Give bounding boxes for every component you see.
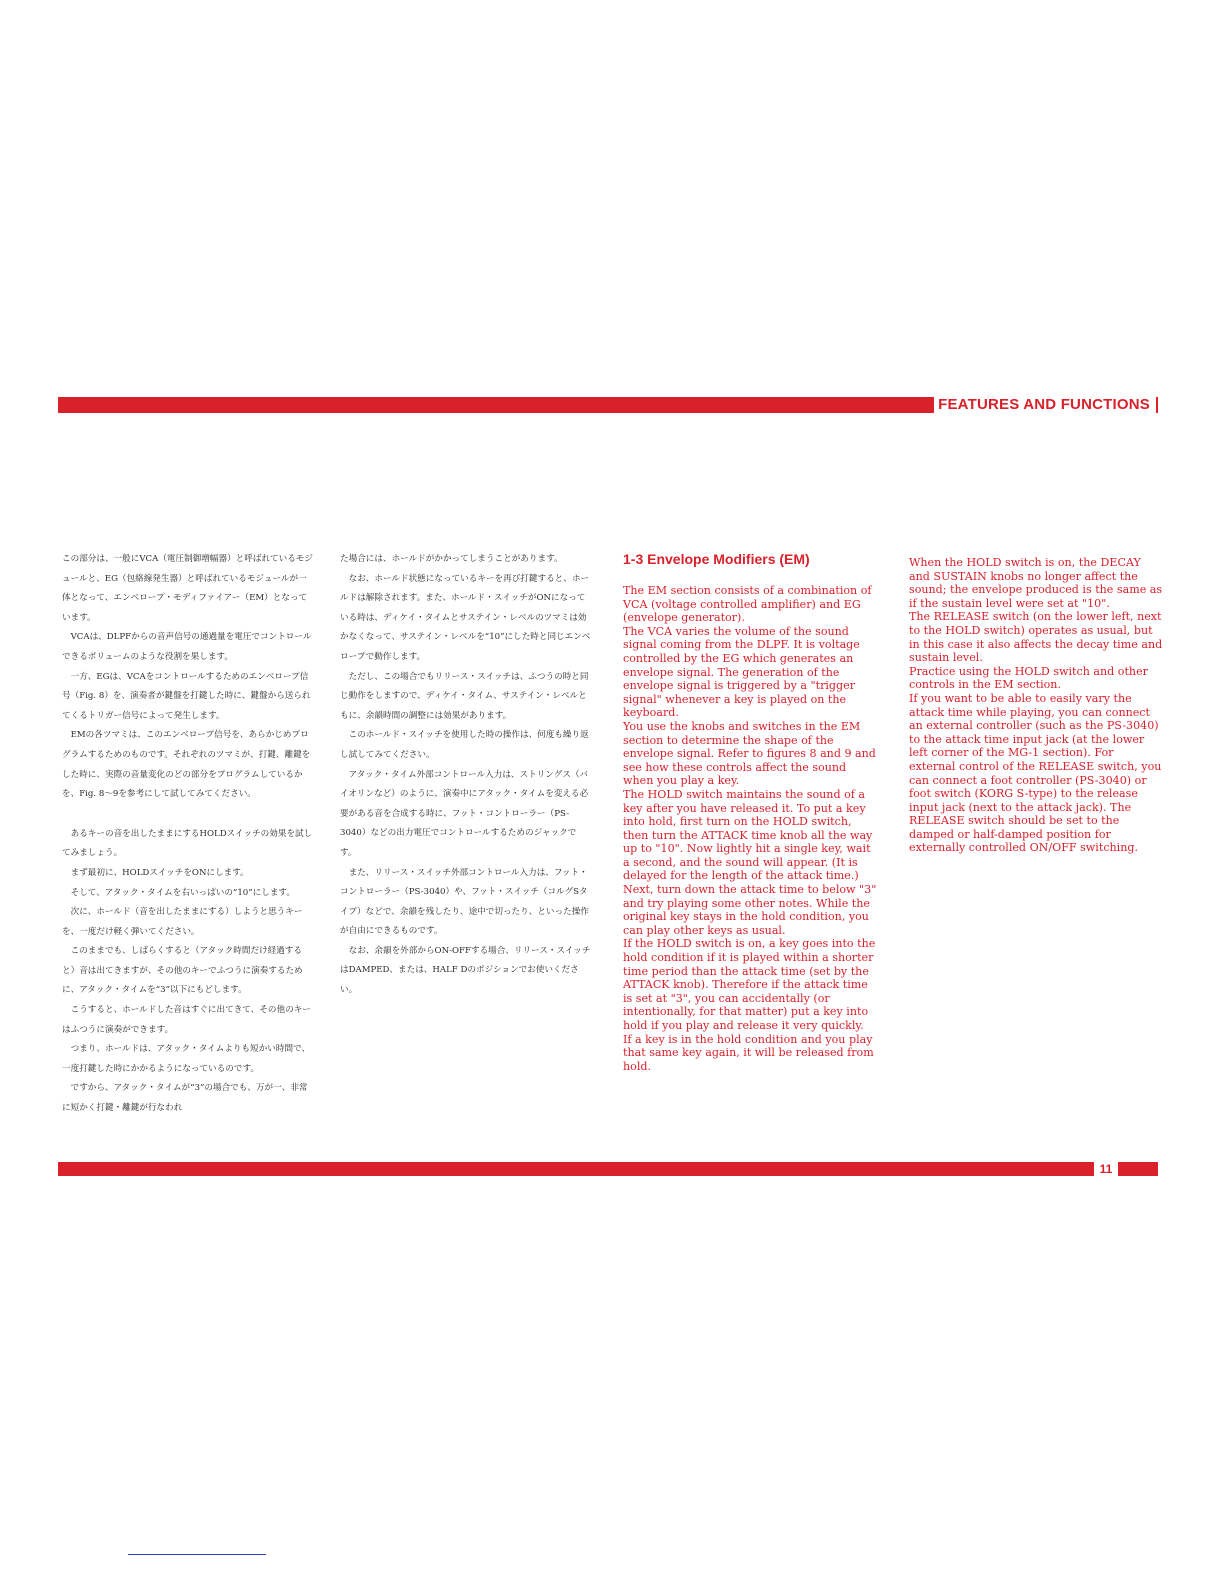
jp-paragraph: 一方、EGは、VCAをコントロールするためのエンベロープ信号（Fig. 8）を、演奏者が鍵盤を打鍵した時に、鍵盤から送られてくるトリガー信号によって発生します。 [62,671,311,721]
jp-paragraph: あるキーの音を出したままにするHOLDスイッチの効果を試してみましょう。 [62,828,313,859]
jp-paragraph: まず最初に、HOLDスイッチをONにします。 [70,867,249,878]
jp-paragraph: この部分は、一般にVCA（電圧制御増幅器）と呼ばれているモジュールと、EG（包絡線発生器）と呼ばれているモジュールが一体となって、エンベロープ・モディファイアー（EM）となっています。 [62,554,314,623]
en-paragraph: The RELEASE switch (on the lower left, next to the HOLD switch) operates as usual, but in this case it also affects the decay time and sustain level. [909,610,1163,665]
en-paragraph: Practice using the HOLD switch and other controls in the EM section. [909,664,1148,692]
en-paragraph: You use the knobs and switches in the EM section to determine the shape of the envelope signal. Refer to figures 8 and 9 and see how these controls affect the sound when you play a key. [623,719,876,788]
page-number: 11 [1094,1162,1118,1176]
en-paragraph: If the HOLD switch is on, a key goes into the hold condition if it is played within a shorter time period than the attack time (set by the ATTACK knob). Therefore if the attack time is set at "3", you can accidentally (or intentionally, for that matter) put a key into hold if you play and release it very quickly. [623,937,876,1032]
jp-paragraph: ですから、アタック・タイムが“3”の場合でも、万が一、非常に短かく打鍵・離鍵が行なわれ [62,1083,308,1114]
jp-paragraph: こうすると、ホールドした音はすぐに出てきて、その他のキーはふつうに演奏ができます。 [62,1005,311,1035]
jp-paragraph: EMの各ツマミは、このエンベロープ信号を、あらかじめプログラムするためのものです。それぞれのツマミが、打鍵、離鍵をした時に、実際の音量変化のどの部分をプログラムしているかを、Fig. 8～9を参考にして試してみてください。 [62,730,311,800]
jp-paragraph: このホールド・スイッチを使用した時の操作は、何度も繰り返し試してみてください。 [340,730,589,760]
footer-rule [128,1554,266,1555]
jp-paragraph: た場合には、ホールドがかかってしまうことがあります。 [340,554,563,564]
jp-paragraph: アタック・タイム外部コントロール入力は、ストリングス（バイオリンなど）のように、演奏中にアタック・タイムを変える必要がある音を合成する時に、フット・コントローラー（PS-3040）などの出力電圧でコントロールするためのジャックです。 [340,769,589,858]
english-column-1 [623,550,879,1073]
jp-paragraph: 次に、ホールド（音を出したままにする）しようと思うキーを、一度だけ軽く弾いてください。 [62,907,303,937]
jp-paragraph: ただし、この場合でもリリース・スイッチは、ふつうの時と同じ動作をしますので、ディケイ・タイム、サステイン・レベルともに、余韻時間の調整には効果があります。 [340,671,589,721]
jp-paragraph: また、リリース・スイッチ外部コントロール入力は、フット・コントローラー（PS-3040）や、フット・スイッチ（コルグSタイプ）などで、余韻を残したり、途中で切ったり、といった操作が自由にできるものです。 [340,867,589,937]
japanese-column-2 [340,550,592,1001]
jp-paragraph: このままでも、しばらくすると（アタック時間だけ経過すると）音は出てきますが、その他のキーでふつうに演奏するために、アタック・タイムを“3”以下にもどします。 [62,946,303,996]
jp-paragraph: なお、余韻を外部からON-OFFする場合、リリース・スイッチはDAMPED、または、HALF Dのポジションでお使いください。 [340,945,591,996]
en-paragraph: If a key is in the hold condition and you play that same key again, it will be released from hold. [623,1032,874,1073]
english-column-2 [909,556,1163,855]
en-paragraph: When the HOLD switch is on, the DECAY and SUSTAIN knobs no longer affect the sound; the envelope produced is the same as if the sustain level were set at "10". [909,556,1163,610]
en-paragraph: The VCA varies the volume of the sound signal coming from the DLPF. It is voltage controlled by the EG which generates an envelope signal. The generation of the envelope signal is triggered by a "trigger signal" whenever a key is played on the keyboard. [623,624,860,720]
en-paragraph: The EM section consists of a combination of VCA (voltage controlled amplifier) and EG (envelope generator). [623,584,872,625]
en-paragraph: The HOLD switch maintains the sound of a key after you have released it. To put a key into hold, first turn on the HOLD switch, then turn the ATTACK time knob all the way up to "10". Now lightly hit a single key, wait a second, and the sound will appear. (It is delayed for the length of the attack time.) Next, turn down the attack time to below "3" and try playing some other notes. While the original key stays in the hold condition, you can play other keys as usual. [623,787,877,937]
jp-paragraph: つまり、ホールドは、アタック・タイムよりも短かい時間で、一度打鍵した時にかかるようになっているのです。 [62,1044,311,1074]
jp-paragraph: そして、アタック・タイムを右いっぱいの“10”にします。 [70,887,295,898]
section-header-label: FEATURES AND FUNCTIONS [934,395,1156,415]
jp-paragraph: VCAは、DLPFからの音声信号の通過量を電圧でコントロールできるボリュームのような役割を果します。 [62,632,312,662]
en-paragraph: If you want to be able to easily vary the attack time while playing, you can connect an external controller (such as the PS-3040) to the attack time input jack (at the lower left corner of the MG-1 section). For external control of the RELEASE switch, you can connect a foot controller (PS-3040) or foot switch (KORG S-type) to the release input jack (next to the attack jack). The RELEASE switch should be set to the damped or half-damped position for externally controlled ON/OFF switching. [909,691,1162,855]
footer-red-band [58,1162,1158,1176]
japanese-column-1 [62,550,314,1119]
section-title: 1-3 Envelope Modifiers (EM) [623,551,810,567]
jp-paragraph: なお、ホールド状態になっているキーを再び打鍵すると、ホールドは解除されます。また、ホールド・スイッチがONになっている時は、ディケイ・タイムとサステイン・レベルのツマミは効かなくなって、サステイン・レベルを“10”にした時と同じエンベロープで動作します。 [340,573,591,662]
